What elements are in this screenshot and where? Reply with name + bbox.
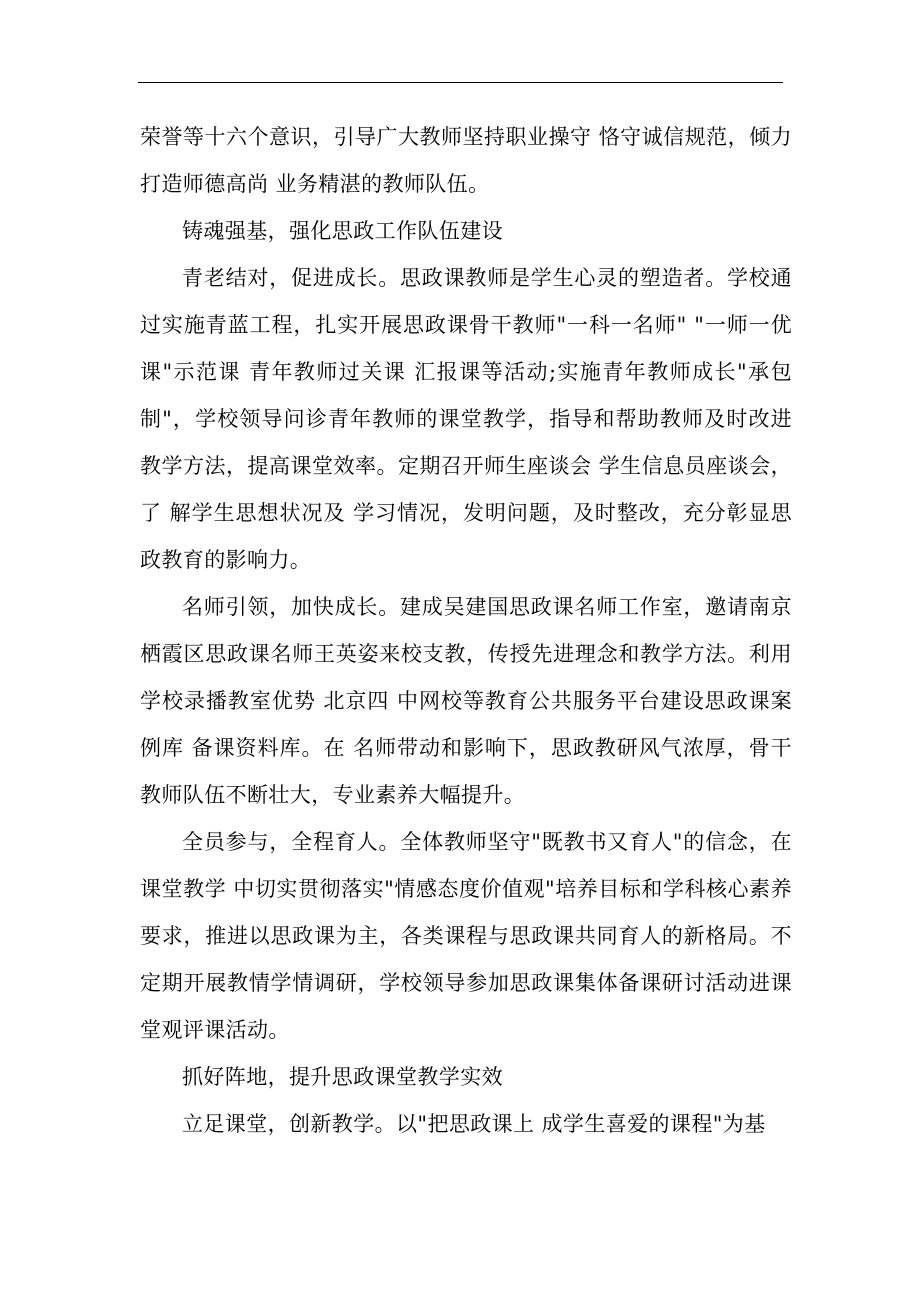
document-body xyxy=(140,114,792,1148)
paragraph-continuation: 荣誉等十六个意识，引导广大教师坚持职业操守 恪守诚信规范，倾力打造师德高尚 业务精湛的教师队伍。 xyxy=(140,125,792,196)
section-heading-classroom: 抓好阵地，提升思政课堂教学实效 xyxy=(182,1065,503,1089)
header-rule xyxy=(138,82,783,83)
paragraph-classroom-innovation: 立足课堂，创新教学。以"把思政课上 成学生喜爱的课程"为基 xyxy=(182,1112,766,1136)
paragraph-full-participation: 全员参与，全程育人。全体教师坚守"既教书又育人"的信念，在课堂教学 中切实贯彻落实"情感态度价值观"培养目标和学科核心素养要求，推进以思政课为主，各类课程与思政课共同育人的新格局。不定期开展教情学情调研，学校领导参加思政课集体备课研讨活动进课堂观评课活动。 xyxy=(140,830,792,1042)
section-heading-team-building: 铸魂强基，强化思政工作队伍建设 xyxy=(182,219,503,243)
paragraph-mentoring: 青老结对，促进成长。思政课教师是学生心灵的塑造者。学校通过实施青蓝工程，扎实开展思政课骨干教师"一科一名师" "一师一优课"示范课 青年教师过关课 汇报课等活动;实施青年教师成长"承包制"，学校领导问诊青年教师的课堂教学，指导和帮助教师及时改进教学方法，提高课堂效率。定期召开师生座谈会 学生信息员座谈会，了 解学生思想状况及 学习情况，发明问题，及时整改，充分彰显思政教育的影响力。 xyxy=(140,266,792,572)
paragraph-famous-teachers: 名师引领，加快成长。建成吴建国思政课名师工作室，邀请南京栖霞区思政课名师王英姿来校支教，传授先进理念和教学方法。利用学校录播教室优势 北京四 中网校等教育公共服务平台建设思政课案例库 备课资料库。在 名师带动和影响下，思政教研风气浓厚，骨干教师队伍不断壮大，专业素养大幅提升。 xyxy=(140,595,792,807)
